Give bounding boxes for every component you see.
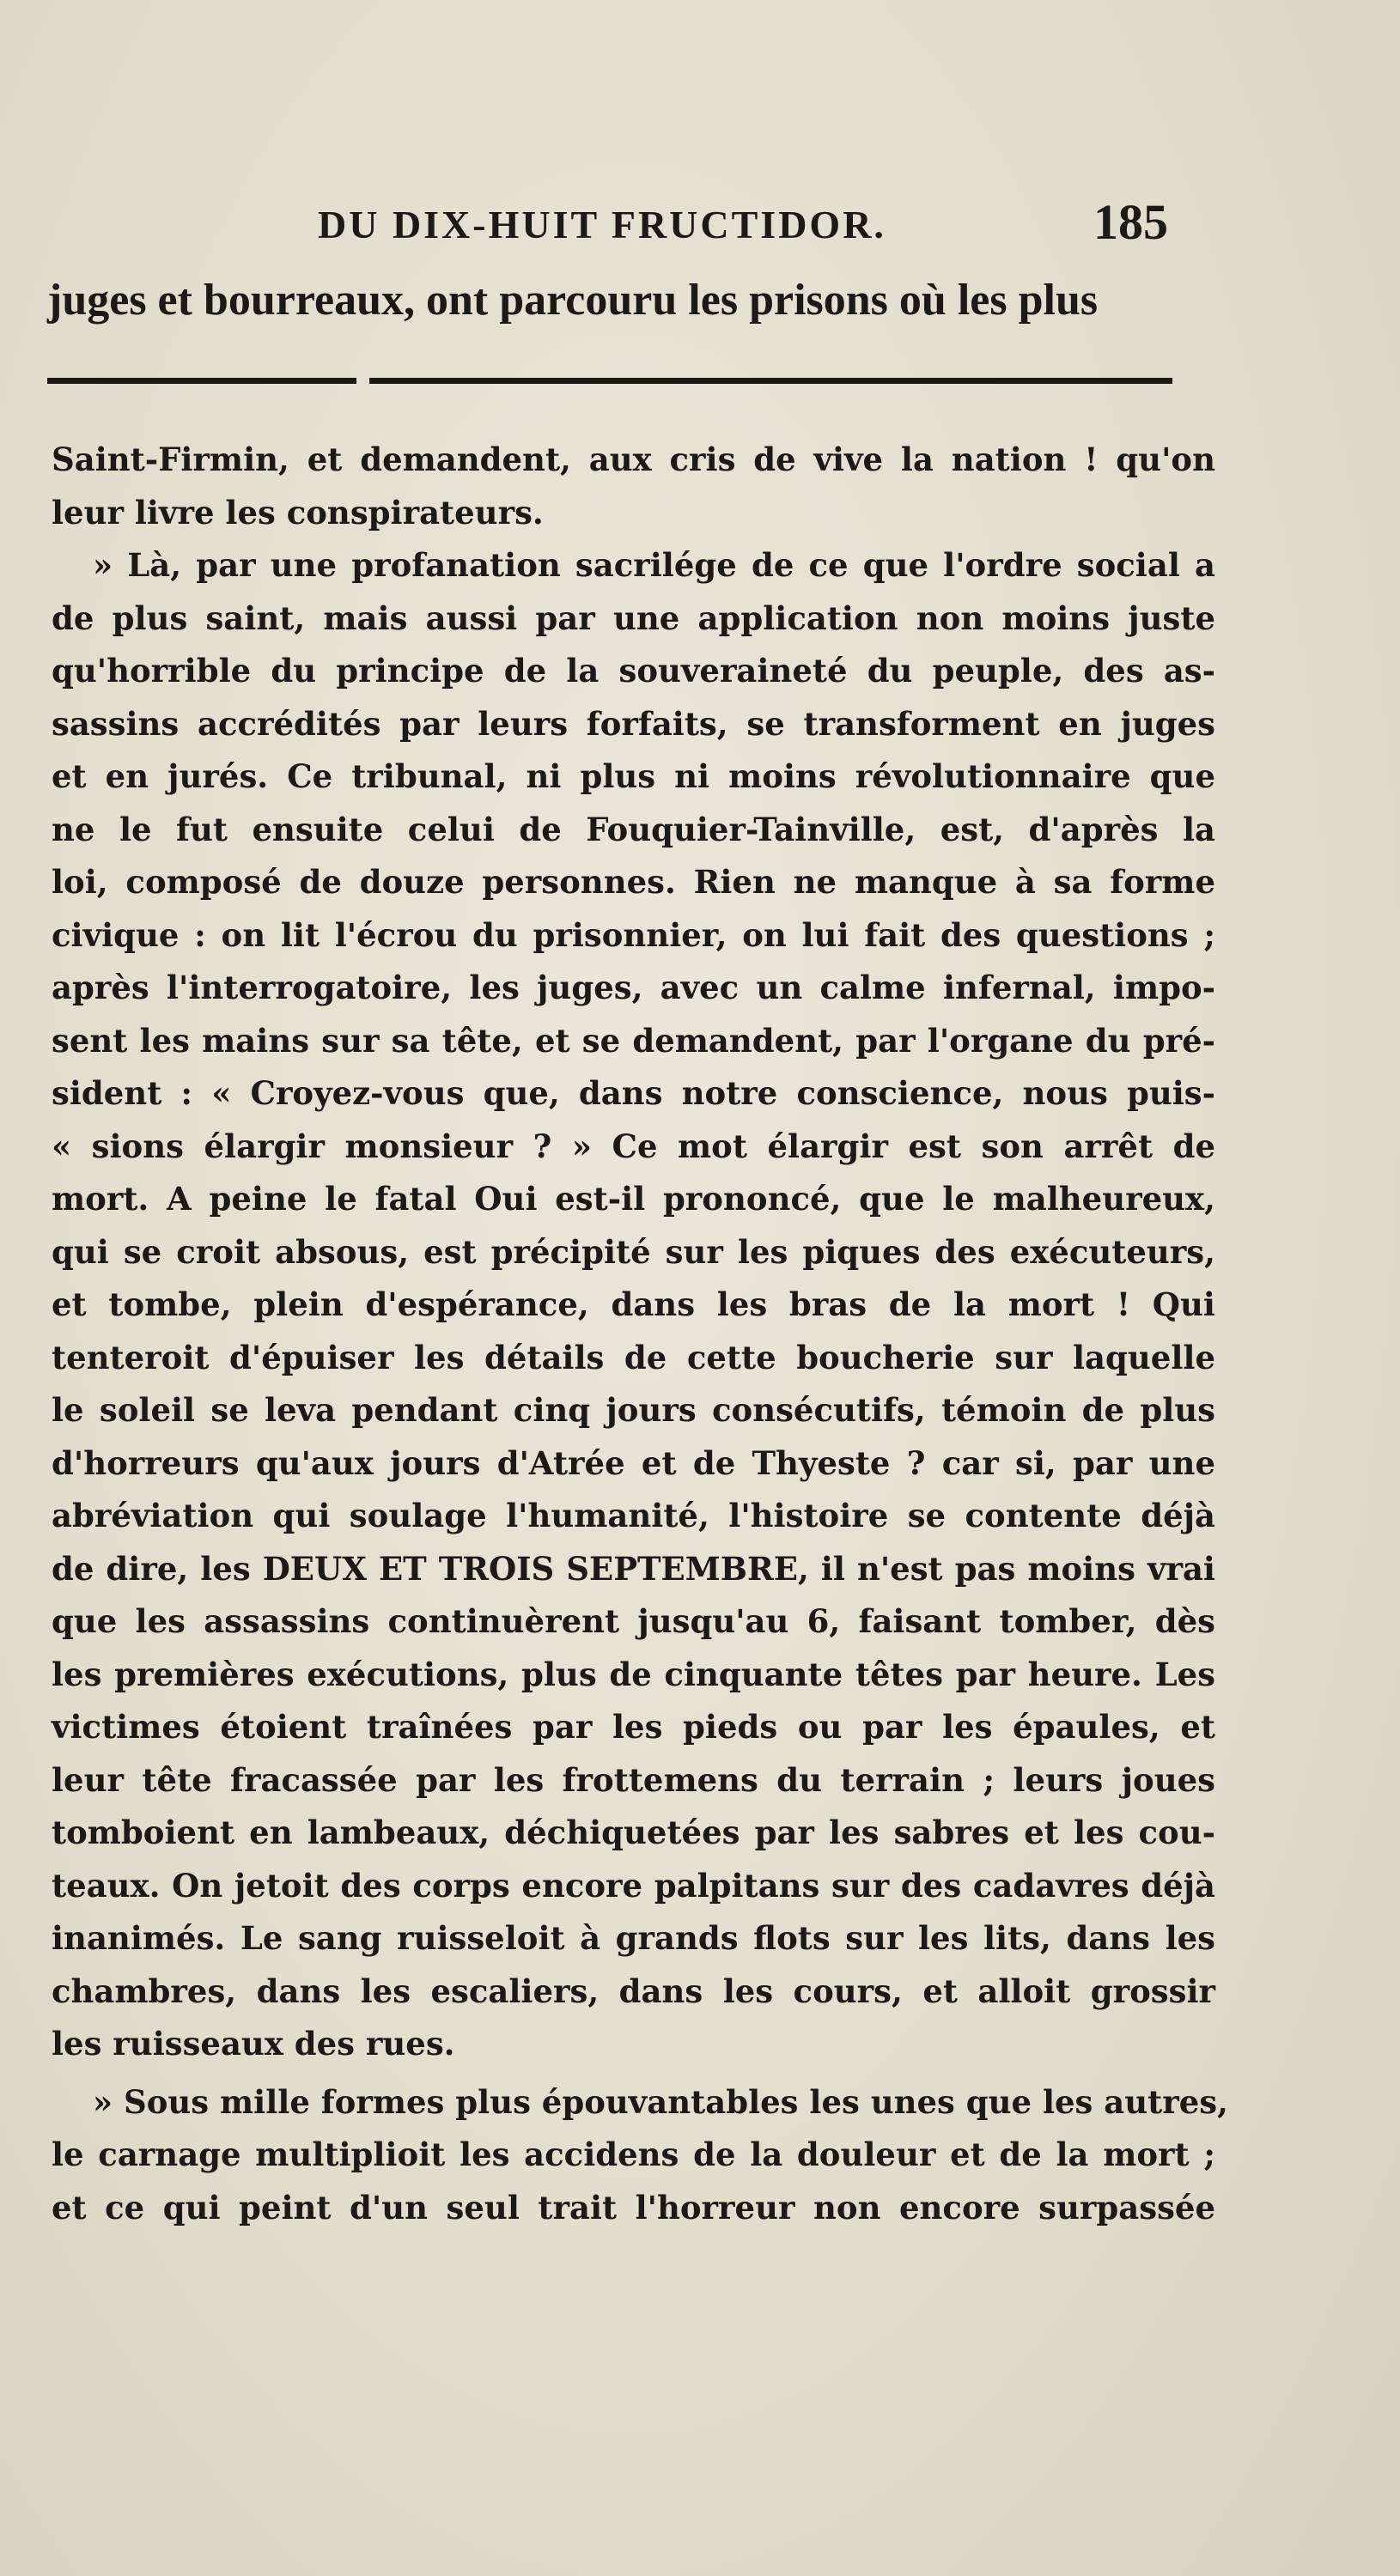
text-line: tenteroit d'épuiser les détails de cette boucherie sur laquelle xyxy=(52,1338,1215,1376)
text-line: abréviation qui soulage l'humanité, l'histoire se contente déjà xyxy=(52,1497,1215,1534)
text-line: de plus saint, mais aussi par une application non moins juste xyxy=(52,598,1215,637)
text-line: qu'horrible du principe de la souveraineté du peuple, des as- xyxy=(52,652,1215,690)
catchline: juges et bourreaux, ont parcouru les prisons où les plus xyxy=(47,276,1099,325)
text-line: victimes étoient traînées par les pieds ou par les épaules, et xyxy=(52,1708,1215,1746)
text-line: « sions élargir monsieur ? » Ce mot élargir est son arrêt de xyxy=(52,1127,1215,1165)
page-number: 185 xyxy=(1093,194,1168,250)
text-line: tomboient en lambeaux, déchiquetées par les sabres et les cou- xyxy=(52,1814,1215,1851)
text-line: » Sous mille formes plus épouvantables les unes que les autres, xyxy=(93,2082,1228,2121)
text-line: et tombe, plein d'espérance, dans les bras de la mort ! Qui xyxy=(52,1285,1215,1323)
text-line: sent les mains sur sa tête, et se demandent, par l'organe du pré- xyxy=(52,1021,1215,1060)
text-line: sident : « Croyez-vous que, dans notre conscience, nous puis- xyxy=(52,1074,1215,1112)
divider-rule-right xyxy=(369,378,1172,384)
text-line: leur livre les conspirateurs. xyxy=(52,493,544,532)
body-text xyxy=(52,434,1228,2234)
text-line: d'horreurs qu'aux jours d'Atrée et de Thyeste ? car si, par une xyxy=(52,1443,1215,1482)
text-line: le soleil se leva pendant cinq jours consécutifs, témoin de plus xyxy=(52,1391,1215,1429)
text-line: qui se croit absous, est précipité sur les piques des exécuteurs, xyxy=(52,1232,1215,1271)
text-line: les ruisseaux des rues. xyxy=(52,2025,455,2063)
text-line: de dire, les DEUX ET TROIS SEPTEMBRE, il n'est pas moins vrai xyxy=(52,1549,1215,1588)
page-header xyxy=(318,193,1168,253)
text-line: sassins accrédités par leurs forfaits, se transforment en juges xyxy=(52,704,1215,743)
text-line: après l'interrogatoire, les juges, avec un calme infernal, impo- xyxy=(52,969,1215,1006)
running-head: DU DIX-HUIT FRUCTIDOR. xyxy=(318,203,886,246)
text-line: le carnage multiplioit les accidens de la douleur et de la mort ; xyxy=(52,2136,1215,2173)
text-line: les premières exécutions, plus de cinquante têtes par heure. Les xyxy=(52,1655,1215,1693)
text-line: chambres, dans les escaliers, dans les cours, et alloit grossir xyxy=(52,1971,1215,2010)
text-line: mort. A peine le fatal Oui est-il prononcé, que le malheureux, xyxy=(52,1180,1215,1218)
text-line: loi, composé de douze personnes. Rien ne manque à sa forme xyxy=(52,863,1215,901)
text-line: que les assassins continuèrent jusqu'au 6, faisant tomber, dès xyxy=(52,1602,1215,1640)
text-line: et ce qui peint d'un seul trait l'horreur non encore surpassée xyxy=(52,2188,1215,2227)
text-line: teaux. On jetoit des corps encore palpitans sur des cadavres déjà xyxy=(52,1866,1215,1905)
text-line: Saint-Firmin, et demandent, aux cris de vive la nation ! qu'on xyxy=(52,440,1215,478)
text-line: ne le fut ensuite celui de Fouquier-Tainville, est, d'après la xyxy=(52,810,1215,848)
text-line: et en jurés. Ce tribunal, ni plus ni moins révolutionnaire que xyxy=(52,757,1215,795)
text-line: civique : on lit l'écrou du prisonnier, on lui fait des questions ; xyxy=(52,915,1215,954)
text-line: inanimés. Le sang ruisseloit à grands flots sur les lits, dans les xyxy=(52,1919,1215,1957)
text-line: » Là, par une profanation sacrilége de ce que l'ordre social a xyxy=(93,546,1215,584)
divider-rule-left xyxy=(47,378,356,384)
text-line: leur tête fracassée par les frottemens du terrain ; leurs joues xyxy=(52,1760,1215,1799)
